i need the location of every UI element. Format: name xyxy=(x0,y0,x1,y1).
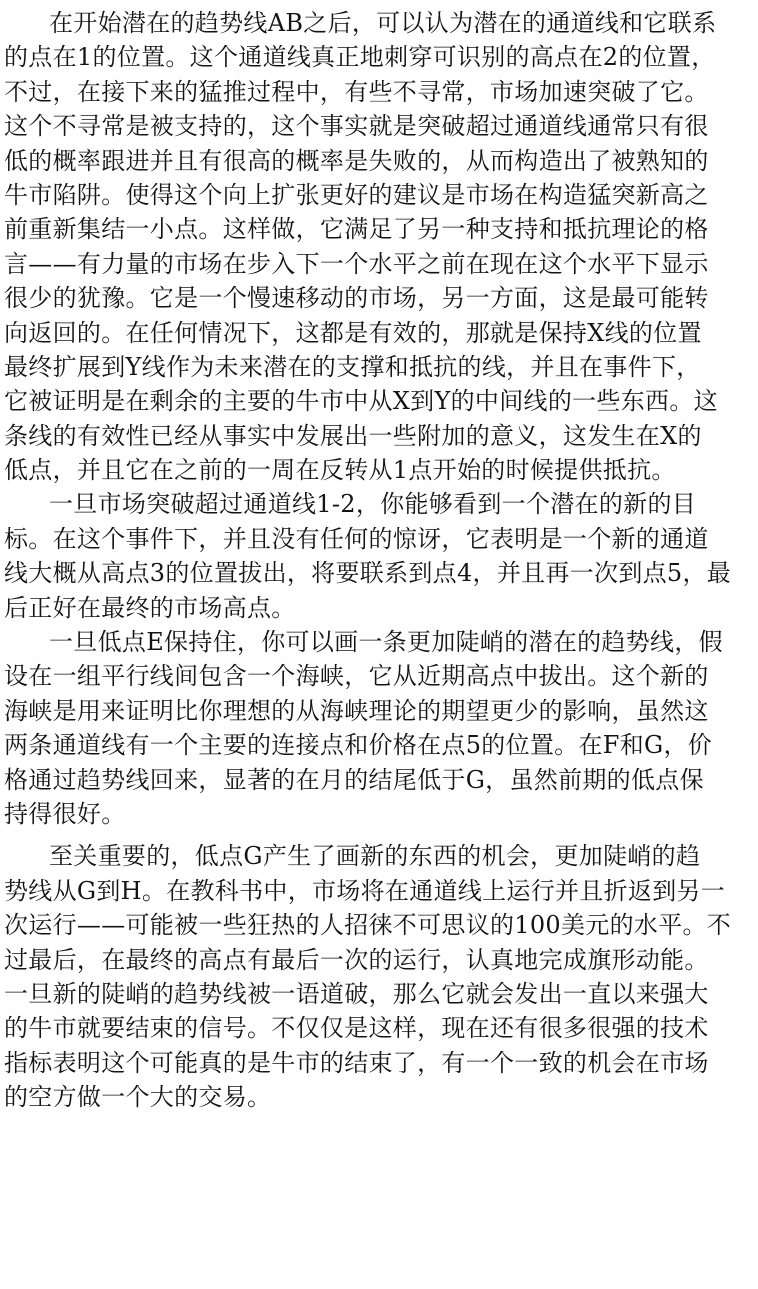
text-line: 很少的犹豫。它是一个慢速移动的市场，另一方面，这是最可能转 xyxy=(4,284,709,313)
text-line: 设在一组平行线间包含一个海峡，它从近期高点中拔出。这个新的 xyxy=(4,662,709,691)
text-line: 向返回的。在任何情况下，这都是有效的，那就是保持X线的位置 xyxy=(4,318,702,347)
text-line: 最终扩展到Y线作为未来潜在的支撑和抵抗的线，并且在事件下， xyxy=(4,352,701,381)
text-line: 在开始潜在的趋势线AB之后，可以认为潜在的通道线和它联系 xyxy=(49,9,717,37)
text-line: 势线从G到H。在教科书中，市场将在通道线上运行并且折返到另一 xyxy=(4,876,726,905)
text-line: 的点在1的位置。这个通道线真正地刺穿可识别的高点在2的位置， xyxy=(4,43,716,72)
paragraph-4 xyxy=(0,839,758,1114)
paragraph-3 xyxy=(0,625,758,831)
text-line: 的牛市就要结束的信号。不仅仅是这样，现在还有很多很强的技术 xyxy=(4,1014,709,1043)
text-line: 至关重要的，低点G产生了画新的东西的机会，更加陡峭的趋 xyxy=(49,842,701,871)
text-line: 过最后，在最终的高点有最后一次的运行，认真地完成旗形动能。 xyxy=(4,945,709,974)
text-line: 一旦低点E保持住，你可以画一条更加陡峭的潜在的趋势线，假 xyxy=(49,628,723,657)
text-line: 格通过趋势线回来，显著的在月的结尾低于G，虽然前期的低点保 xyxy=(4,765,704,794)
text-line: 一旦新的陡峭的趋势线被一语道破，那么它就会发出一直以来强大 xyxy=(4,979,709,1008)
text-line: 条线的有效性已经从事实中发展出一些附加的意义，这发生在X的 xyxy=(4,421,702,450)
text-line: 标。在这个事件下，并且没有任何的惊讶，它表明是一个新的通道 xyxy=(4,524,709,553)
text-line: 不过，在接下来的猛推过程中，有些不寻常，市场加速突破了它。 xyxy=(4,77,709,106)
paragraph-2 xyxy=(0,487,758,625)
text-line: 言——有力量的市场在步入下一个水平之前在现在这个水平下显示 xyxy=(4,249,709,278)
text-line: 牛市陷阱。使得这个向上扩张更好的建议是市场在构造猛突新高之 xyxy=(4,180,709,209)
text-line: 持得很好。 xyxy=(4,799,126,828)
text-line: 线大概从高点3的位置拔出，将要联系到点4，并且再一次到点5，最 xyxy=(4,559,732,588)
text-line: 两条通道线有一个主要的连接点和价格在点5的位置。在F和G，价 xyxy=(4,731,713,760)
text-line: 低点，并且它在之前的一周在反转从1点开始的时候提供抵抗。 xyxy=(4,456,676,485)
text-line: 低的概率跟进并且有很高的概率是失败的，从而构造出了被熟知的 xyxy=(4,146,709,175)
paragraph-1 xyxy=(0,6,758,487)
text-line: 前重新集结一小点。这样做，它满足了另一种支持和抵抗理论的格 xyxy=(4,215,709,244)
text-line: 这个不寻常是被支持的，这个事实就是突破超过通道线通常只有很 xyxy=(4,112,709,141)
text-line: 的空方做一个大的交易。 xyxy=(4,1083,272,1112)
text-line: 指标表明这个可能真的是牛市的结束了，有一个一致的机会在市场 xyxy=(4,1048,709,1077)
text-line: 它被证明是在剩余的主要的牛市中从X到Y的中间线的一些东西。这 xyxy=(4,387,718,416)
text-line: 一旦市场突破超过通道线1-2，你能够看到一个潜在的新的目 xyxy=(49,490,697,519)
text-line: 次运行——可能被一些狂热的人招徕不可思议的100美元的水平。不 xyxy=(4,911,732,940)
text-line: 后正好在最终的市场高点。 xyxy=(4,593,296,622)
text-line: 海峡是用来证明比你理想的从海峡理论的期望更少的影响，虽然这 xyxy=(4,696,709,725)
